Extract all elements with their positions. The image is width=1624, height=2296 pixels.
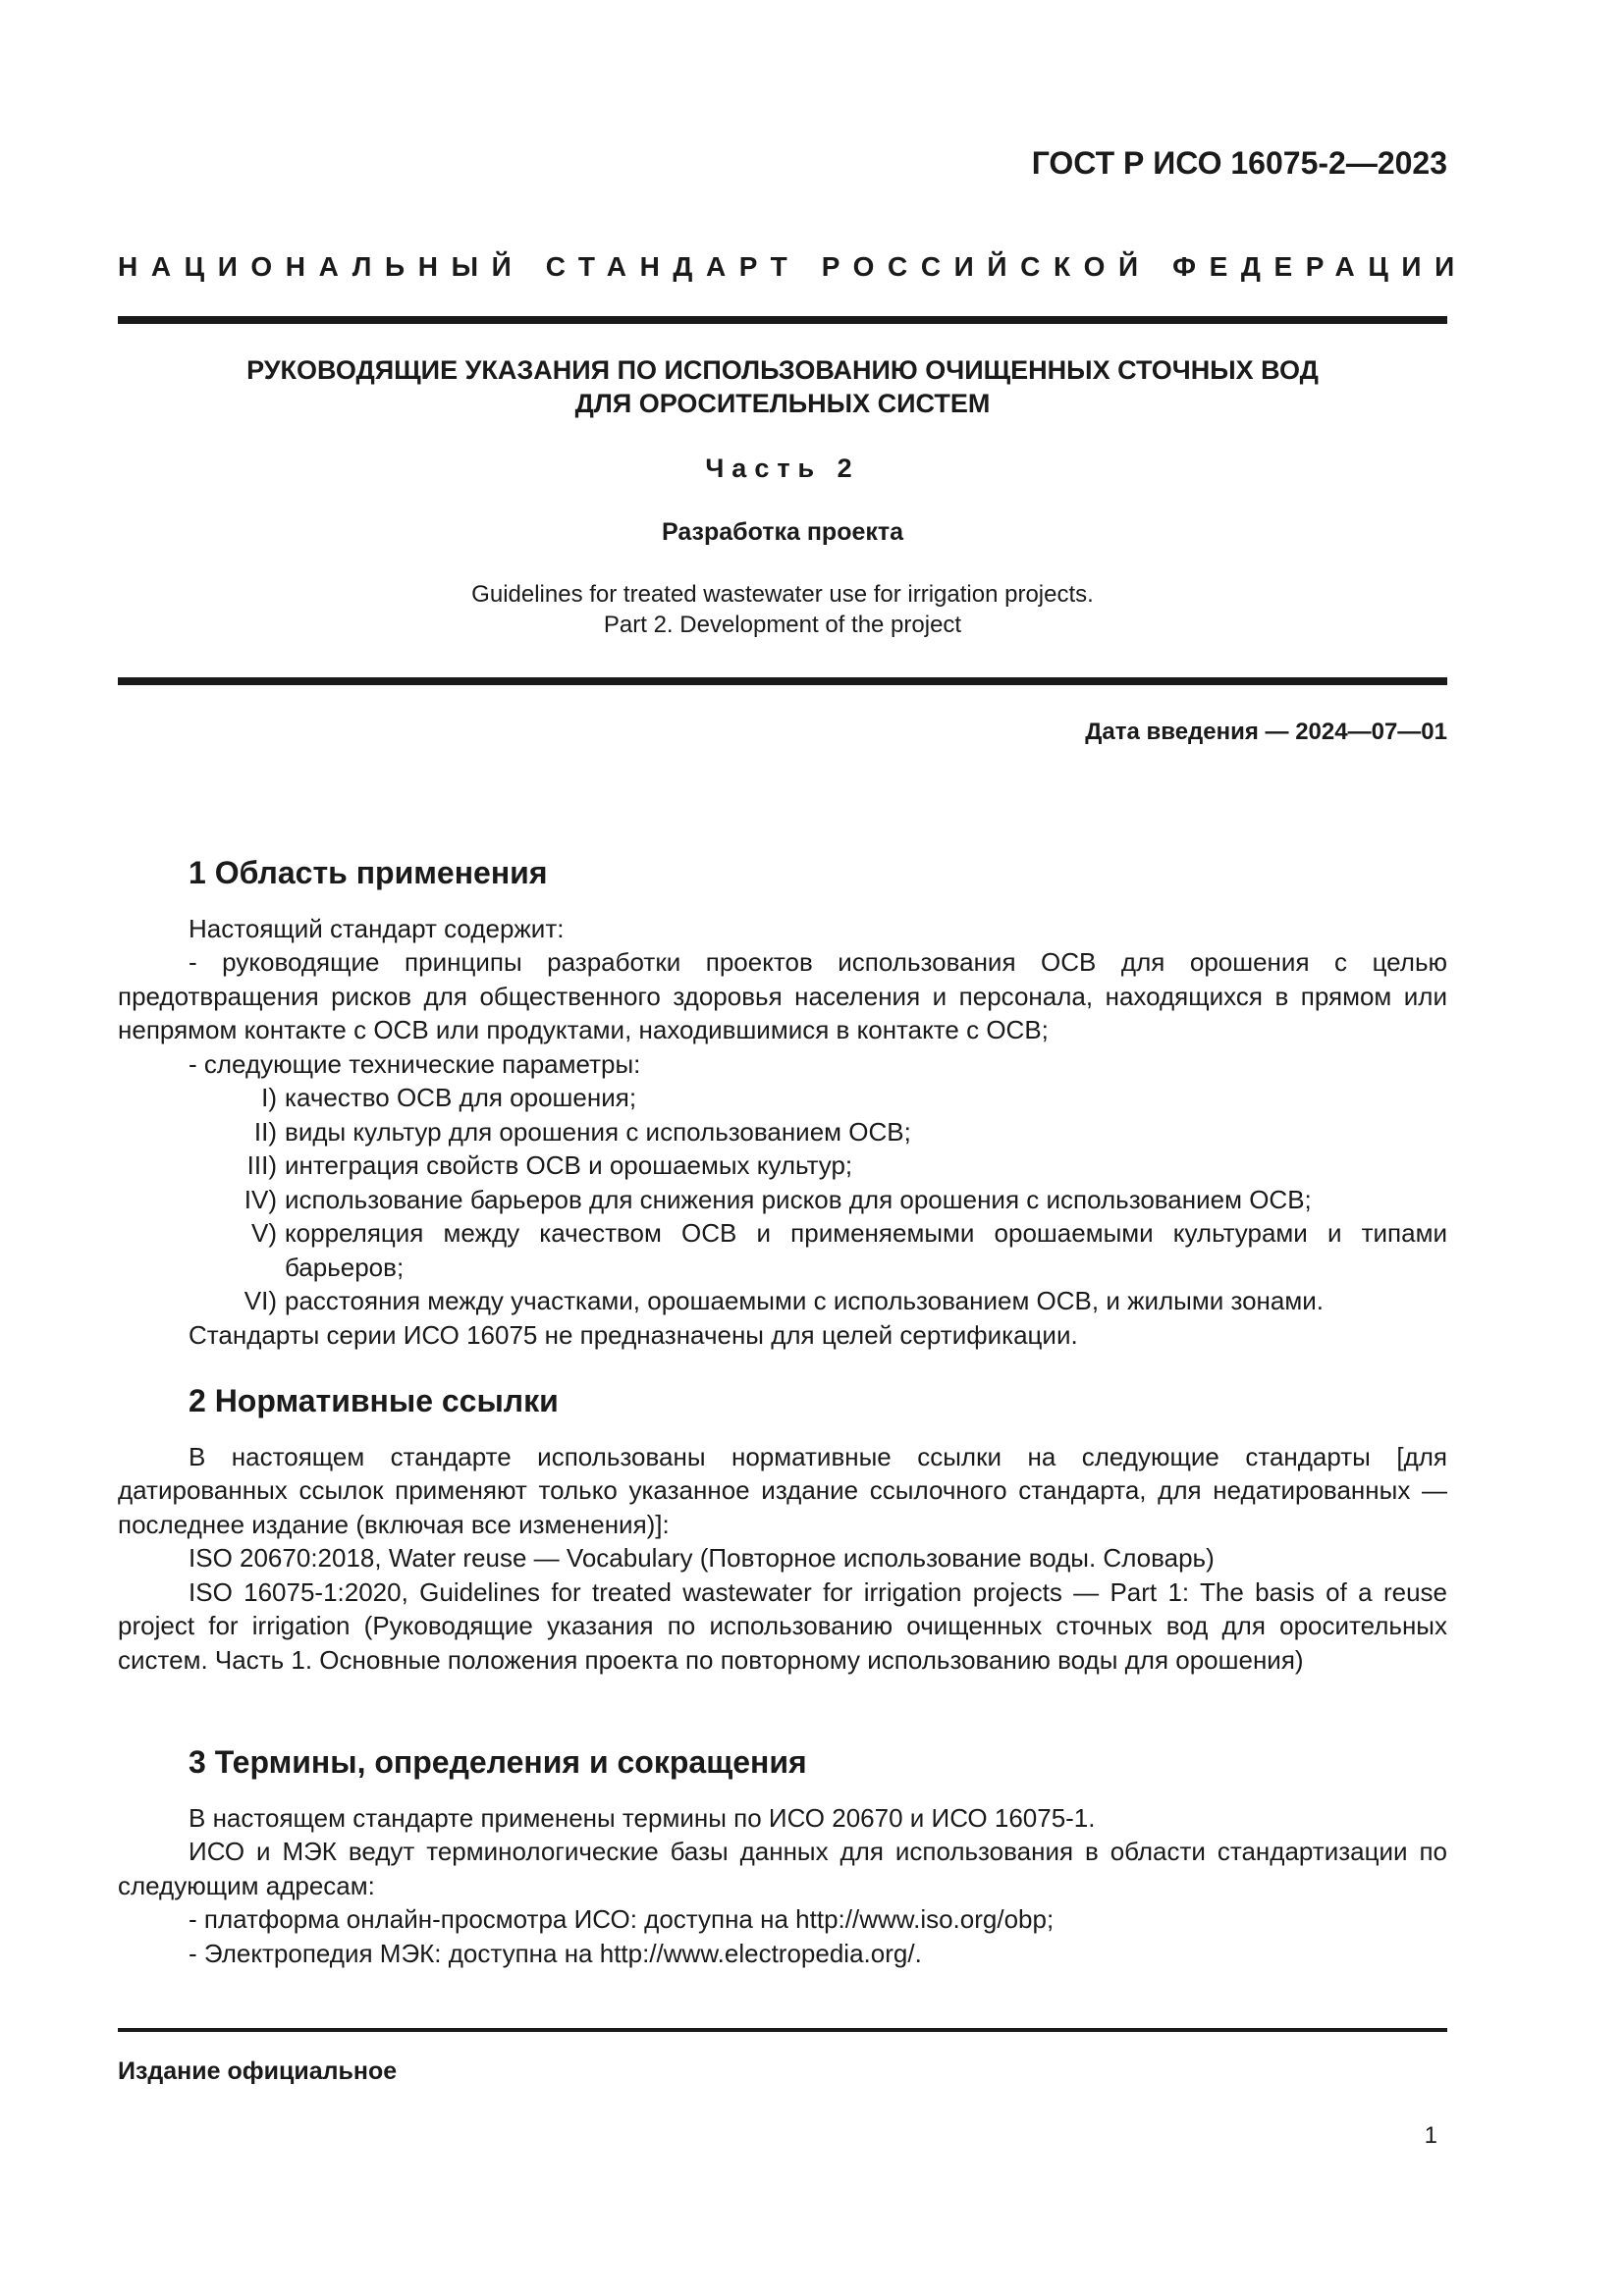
section-heading: 3 Термины, определения и сокращения bbox=[189, 1744, 807, 1780]
section-scope bbox=[118, 856, 1447, 1352]
title-line-1: РУКОВОДЯЩИЕ УКАЗАНИЯ ПО ИСПОЛЬЗОВАНИЮ ОЧИЩЕННЫХ СТОЧНЫХ ВОД bbox=[246, 355, 1319, 385]
top-rule bbox=[118, 316, 1447, 324]
section-content bbox=[118, 1801, 1447, 1971]
list-item: V) корреляция между качеством ОСВ и применяемыми орошаемыми культурами и типами барьеров; bbox=[251, 1218, 1447, 1282]
english-title-line-1: Guidelines for treated wastewater use for irrigation projects. bbox=[471, 581, 1094, 608]
section-terms bbox=[118, 1745, 1447, 1970]
list-item: VI) расстояния между участками, орошаемыми с использованием ОСВ, и жилыми зонами. bbox=[244, 1286, 1325, 1315]
paragraph: ISO 20670:2018, Water reuse — Vocabulary (Повторное использование воды. Словарь) bbox=[189, 1543, 1215, 1573]
official-edition-label: Издание официальное bbox=[118, 2057, 398, 2085]
paragraph: В настоящем стандарте применены термины по ИСО 20670 и ИСО 16075-1. bbox=[189, 1802, 1096, 1833]
list-item: IV) использование барьеров для снижения рисков для орошения с использованием ОСВ; bbox=[244, 1184, 1312, 1214]
national-standard-banner: НАЦИОНАЛЬНЫЙ СТАНДАРТ РОССИЙСКОЙ ФЕДЕРАЦИИ bbox=[118, 251, 1468, 282]
paragraph: - руководящие принципы разработки проектов использования ОСВ для орошения с целью предотвращения рисков для общественного здоровья населения и персонала, находящихся в прямом или непрямом контакте с ОСВ или продуктами, находившимися в контакте с ОСВ; bbox=[118, 947, 1447, 1044]
section-normative-references bbox=[118, 1384, 1447, 1677]
english-title bbox=[118, 579, 1447, 640]
title-line-2: ДЛЯ ОРОСИТЕЛЬНЫХ СИСТЕМ bbox=[574, 389, 991, 418]
section-heading: 1 Область применения bbox=[189, 855, 548, 890]
paragraph: В настоящем стандарте использованы нормативные ссылки на следующие стандарты [для датированных ссылок применяют только указанное издание ссылочного стандарта, для недатированных — последнее издание (включая все изменения)]: bbox=[118, 1441, 1447, 1539]
title-bottom-rule bbox=[118, 677, 1447, 685]
document-title bbox=[118, 353, 1447, 420]
page-number: 1 bbox=[1424, 2122, 1437, 2149]
section-content bbox=[118, 1440, 1447, 1678]
paragraph: ISO 16075-1:2020, Guidelines for treated wastewater for irrigation projects — Part 1: The basis of a reuse project for irrigation (Руководящие указания по использованию очищенных сточных вод для оросительных систем. Часть 1. Основные положения проекта по повторному использованию воды для орошения) bbox=[118, 1576, 1447, 1675]
part-label: Часть 2 bbox=[705, 454, 860, 483]
list-item: I) качество ОСВ для орошения; bbox=[261, 1083, 637, 1112]
footer-rule bbox=[118, 2028, 1447, 2032]
paragraph: - следующие технические параметры: bbox=[189, 1048, 641, 1079]
list-item: III) интеграция свойств ОСВ и орошаемых культур; bbox=[246, 1150, 853, 1180]
list-item: II) виды культур для орошения с использованием ОСВ; bbox=[253, 1116, 911, 1147]
introduction-date: Дата введения — 2024—07—01 bbox=[1085, 719, 1447, 745]
part-subtitle: Разработка проекта bbox=[661, 518, 904, 546]
paragraph: - платформа онлайн-просмотра ИСО: доступна на http://www.iso.org/obp; bbox=[189, 1904, 1055, 1934]
section-content bbox=[118, 912, 1447, 1353]
paragraph: - Электропедия МЭК: доступна на http://www.electropedia.org/. bbox=[189, 1938, 922, 1968]
section-heading: 2 Нормативные ссылки bbox=[189, 1383, 559, 1418]
paragraph: Стандарты серии ИСО 16075 не предназначены для целей сертификации. bbox=[189, 1319, 1078, 1350]
paragraph: ИСО и МЭК ведут терминологические базы данных для использования в области стандартизации по следующим адресам: bbox=[118, 1837, 1447, 1900]
paragraph: Настоящий стандарт содержит: bbox=[189, 913, 565, 943]
document-code: ГОСТ Р ИСО 16075-2—2023 bbox=[1031, 145, 1447, 181]
english-title-line-2: Part 2. Development of the project bbox=[603, 612, 962, 638]
